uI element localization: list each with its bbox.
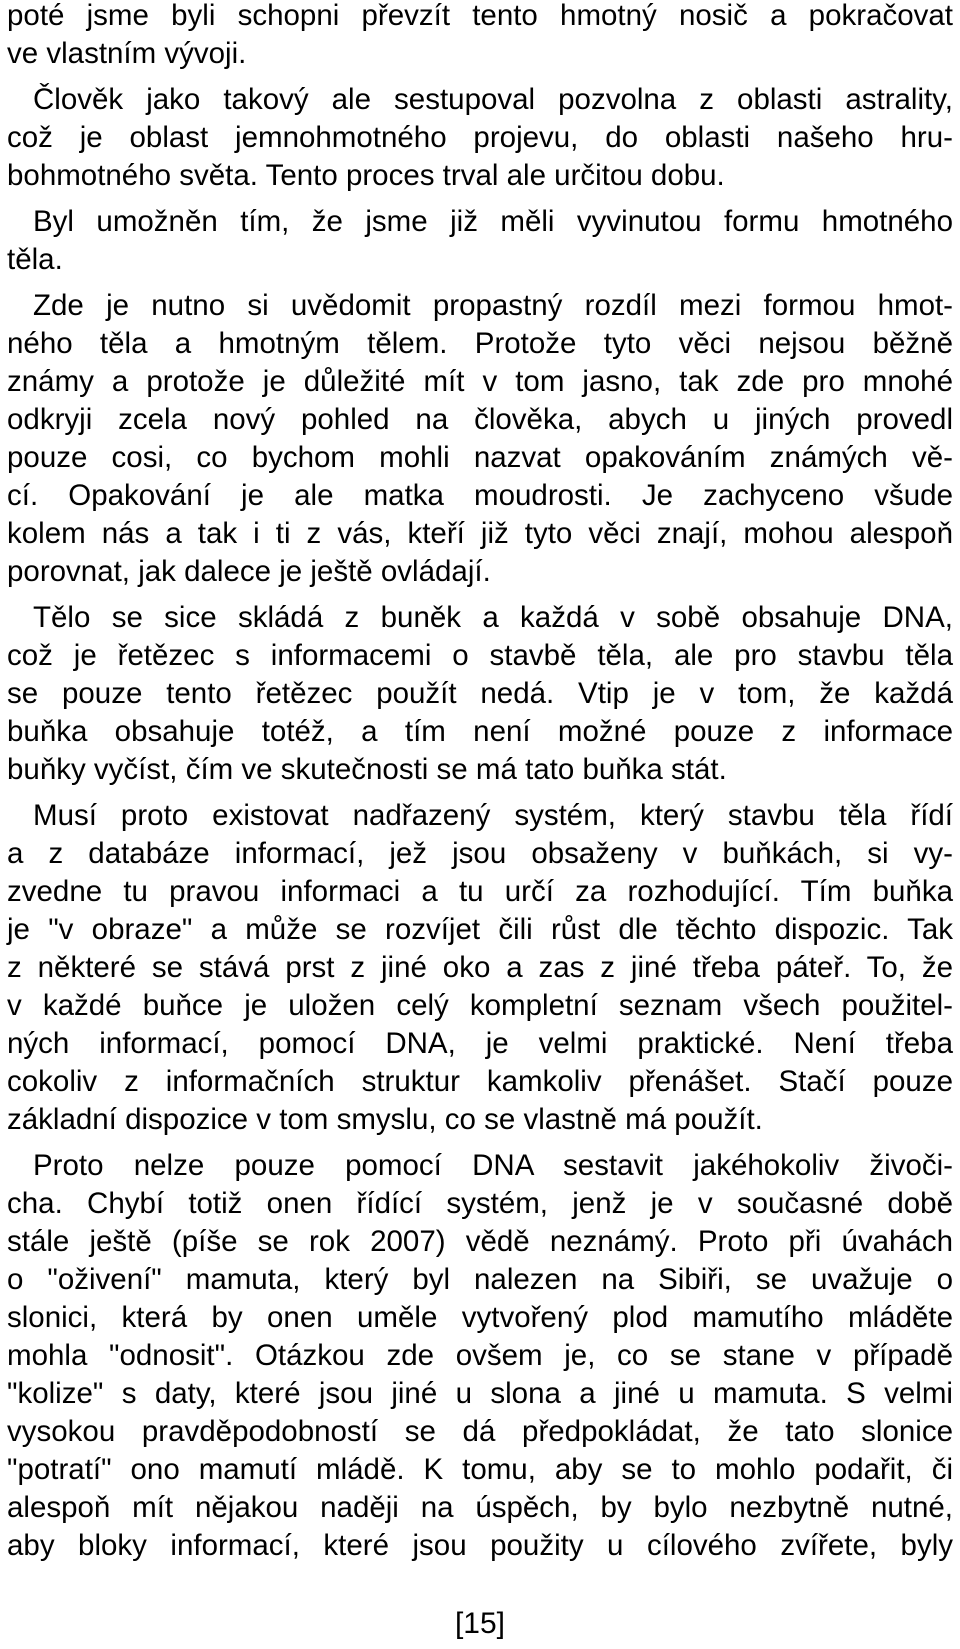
text-line: aby bloky informací, které jsou použity u cílového zvířete, byly	[7, 1529, 953, 1562]
text-line: což je řetězec s informacemi o stavbě těla, ale pro stavbu těla	[7, 639, 953, 672]
paragraph	[7, 81, 953, 195]
text-line: alespoň mít nějakou naději na úspěch, by bylo nezbytně nutné,	[7, 1491, 953, 1524]
text-line: z některé se stává prst z jiné oko a zas z jiné třeba páteř. To, že	[7, 951, 953, 984]
text-line: kolem nás a tak i ti z vás, kteří již tyto věci znají, mohou alespoň	[7, 517, 953, 550]
text-line: "potratí" ono mamutí mládě. K tomu, aby se to mohlo podařit, či	[7, 1453, 953, 1486]
text-line: se pouze tento řetězec použít nedá. Vtip je v tom, že každá	[7, 677, 953, 710]
text-line: v každé buňce je uložen celý kompletní seznam všech použitel-	[7, 989, 953, 1022]
text-line: Člověk jako takový ale sestupoval pozvolna z oblasti astrality,	[33, 83, 953, 116]
paragraph	[7, 0, 953, 73]
text-line: stále ještě (píše se rok 2007) vědě neznámý. Proto při úvahách	[7, 1225, 953, 1258]
page-number: [15]	[454, 1607, 506, 1640]
text-line: cokoliv z informačních struktur kamkoliv přenášet. Stačí pouze	[7, 1065, 953, 1098]
text-line: vysokou pravděpodobností se dá předpokládat, že tato slonice	[7, 1415, 953, 1448]
text-line: "kolize" s daty, které jsou jiné u slona a jiné u mamuta. S velmi	[7, 1377, 953, 1410]
text-line: Musí proto existovat nadřazený systém, který stavbu těla řídí	[33, 799, 953, 832]
text-line: porovnat, jak dalece je ještě ovládají.	[7, 555, 491, 588]
text-line: buňka obsahuje totéž, a tím není možné pouze z informace	[7, 715, 953, 748]
paragraph	[7, 797, 953, 1139]
text-line: bohmotného světa. Tento proces trval ale určitou dobu.	[7, 159, 725, 192]
text-line: ného těla a hmotným tělem. Protože tyto věci nejsou běžně	[7, 327, 953, 360]
text-line: mohla "odnosit". Otázkou zde ovšem je, co se stane v případě	[7, 1339, 953, 1372]
text-line: těla.	[7, 243, 63, 276]
text-line: o "oživení" mamuta, který byl nalezen na Sibiři, se uvažuje o	[7, 1263, 953, 1296]
text-line: cha. Chybí totiž onen řídící systém, jenž je v současné době	[7, 1187, 953, 1220]
text-line: odkryji zcela nový pohled na člověka, abych u jiných provedl	[7, 403, 953, 436]
paragraph	[7, 287, 953, 591]
text-line: a z databáze informací, jež jsou obsaženy v buňkách, si vy-	[7, 837, 953, 870]
text-line: ve vlastním vývoji.	[7, 37, 247, 70]
text-line: slonici, která by onen uměle vytvořený plod mamutího mláděte	[7, 1301, 953, 1334]
body-text	[7, 0, 953, 1565]
text-line: ných informací, pomocí DNA, je velmi praktické. Není třeba	[7, 1027, 953, 1060]
paragraph	[7, 1147, 953, 1565]
text-line: Zde je nutno si uvědomit propastný rozdíl mezi formou hmot-	[33, 289, 953, 322]
text-line: základní dispozice v tom smyslu, co se vlastně má použít.	[7, 1103, 763, 1136]
paragraph	[7, 203, 953, 279]
text-line: Tělo se sice skládá z buněk a každá v sobě obsahuje DNA,	[33, 601, 953, 634]
paragraph	[7, 599, 953, 789]
text-line: pouze cosi, co bychom mohli nazvat opakováním známých vě-	[7, 441, 953, 474]
text-line: buňky vyčíst, čím ve skutečnosti se má tato buňka stát.	[7, 753, 727, 786]
text-line: cí. Opakování je ale matka moudrosti. Je zachyceno všude	[7, 479, 953, 512]
text-line: Byl umožněn tím, že jsme již měli vyvinutou formu hmotného	[33, 205, 953, 238]
text-line: což je oblast jemnohmotného projevu, do oblasti našeho hru-	[7, 121, 953, 154]
text-line: známy a protože je důležité mít v tom jasno, tak zde pro mnohé	[7, 365, 953, 398]
text-line: je "v obraze" a může se rozvíjet čili růst dle těchto dispozic. Tak	[7, 913, 953, 946]
text-line: zvedne tu pravou informaci a tu určí za rozhodující. Tím buňka	[7, 875, 953, 908]
text-line: poté jsme byli schopni převzít tento hmotný nosič a pokračovat	[7, 0, 953, 32]
text-line: Proto nelze pouze pomocí DNA sestavit jakéhokoliv živoči-	[33, 1149, 953, 1182]
